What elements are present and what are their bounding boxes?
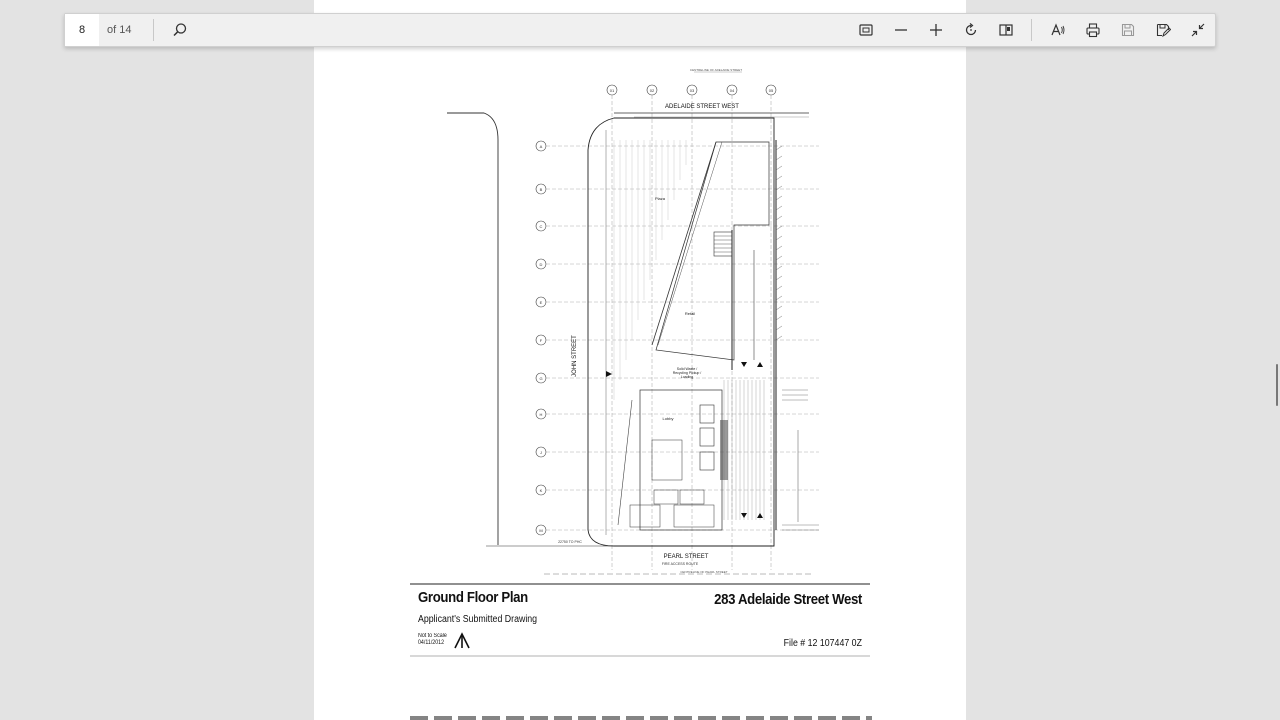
read-aloud-button[interactable] [1040, 14, 1075, 46]
zoom-in-icon [928, 22, 944, 38]
row-label: E [539, 300, 543, 305]
row-label: F [539, 338, 543, 343]
row-label: M [539, 528, 543, 533]
print-icon [1085, 22, 1101, 38]
document-page [314, 0, 966, 720]
title-address: 283 Adelaide Street West [714, 591, 862, 608]
read-aloud-icon [1050, 22, 1066, 38]
fit-page-button[interactable] [848, 14, 883, 46]
room-lobby: Lobby [662, 416, 674, 421]
next-page-text-preview [410, 716, 872, 720]
toolbar-right-group [848, 14, 1215, 46]
scale-note-line-1: Not to Scale [418, 633, 447, 639]
col-label: 01 [609, 88, 615, 93]
search-button[interactable] [162, 14, 197, 46]
col-label: 03 [689, 88, 695, 93]
page-number-input[interactable] [65, 14, 99, 46]
print-button[interactable] [1075, 14, 1110, 46]
centreline-pearl-label: CENTRELINE OF PEARL STREET [680, 570, 728, 574]
row-grid [536, 141, 546, 535]
col-label: 05 [768, 88, 774, 93]
ground-floor-plan-drawing [314, 0, 966, 720]
zoom-out-icon [893, 22, 909, 38]
street-west-label: JOHN STREET [572, 335, 578, 377]
page-view-icon [998, 22, 1014, 38]
vertical-scrollbar[interactable] [1276, 364, 1278, 406]
street-south-label: PEARL STREET [663, 554, 709, 560]
save-icon [1120, 22, 1136, 38]
to-phc-label: 22750 TO PHC [558, 540, 582, 544]
row-label: B [539, 187, 543, 192]
room-loading-2: Recycling Pickup / [672, 371, 702, 375]
zoom-in-button[interactable] [918, 14, 953, 46]
title-ground-floor-plan: Ground Floor Plan [418, 589, 528, 606]
col-label: 02 [649, 88, 655, 93]
top-note: CENTRELINE OF ADELAIDE STREET [689, 68, 743, 72]
row-label: J [540, 450, 542, 455]
toolbar-divider [153, 19, 154, 41]
row-label: C [539, 224, 543, 229]
row-label: K [539, 488, 543, 493]
save-button[interactable] [1110, 14, 1145, 46]
pdf-toolbar [64, 13, 1216, 47]
scale-note-date: 04/11/2012 [418, 640, 445, 646]
room-retail: Retail [684, 311, 696, 316]
street-north-label: ADELAIDE STREET WEST [665, 104, 739, 110]
rotate-icon [963, 22, 979, 38]
toolbar-divider [1031, 19, 1032, 41]
room-loading-1: Solid Waste / [676, 367, 698, 371]
save-as-icon [1155, 22, 1171, 38]
save-as-button[interactable] [1145, 14, 1180, 46]
file-number: File # 12 107447 0Z [783, 638, 862, 649]
scale-note [418, 633, 447, 647]
room-loading-3: Loading [680, 375, 694, 379]
page-view-button[interactable] [988, 14, 1023, 46]
exit-fullscreen-icon [1190, 22, 1206, 38]
exit-fullscreen-button[interactable] [1180, 14, 1215, 46]
column-grid [607, 85, 776, 95]
row-label: H [539, 412, 543, 417]
subtitle-applicant-drawing: Applicant's Submitted Drawing [418, 614, 538, 625]
fit-page-icon [858, 22, 874, 38]
col-label: 04 [729, 88, 735, 93]
page-total-label: of 14 [107, 24, 132, 36]
search-icon [172, 22, 188, 38]
row-label: D [539, 262, 543, 267]
rotate-button[interactable] [953, 14, 988, 46]
row-label: A [539, 144, 543, 149]
room-plaza: Plaza [654, 196, 666, 201]
row-label: G [539, 376, 543, 381]
zoom-out-button[interactable] [883, 14, 918, 46]
fire-access-label: FIRE ACCESS ROUTE [661, 562, 699, 566]
